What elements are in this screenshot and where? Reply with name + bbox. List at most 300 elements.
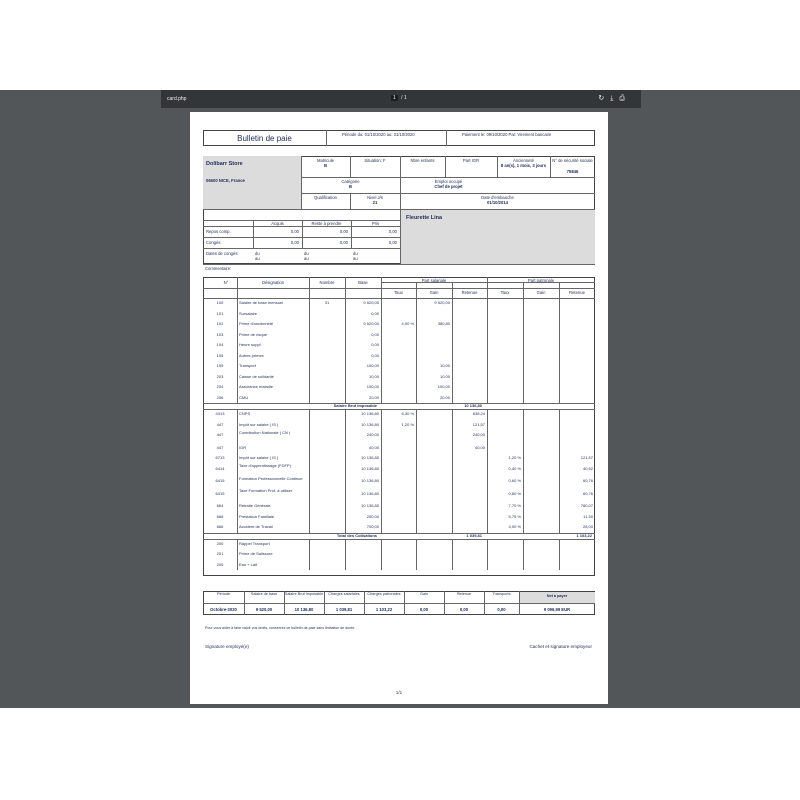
row-value [311, 330, 343, 341]
col-num: N° [223, 280, 229, 285]
row-designation: Autres primes [239, 352, 264, 358]
row-value: 10,00 [439, 363, 450, 368]
page-number: 1/1 [395, 690, 403, 695]
secu-value: 75846 [566, 169, 579, 174]
row-value [525, 512, 557, 523]
row-designation: Prime de risque [239, 331, 268, 337]
row-value [561, 372, 593, 383]
row-value: 20,00 [439, 394, 450, 400]
row-value: 0,00 [371, 342, 379, 347]
dates-au-1: au [255, 256, 260, 261]
row-value [418, 464, 450, 477]
row-value [347, 539, 379, 550]
row-number: 447 [216, 432, 224, 437]
row-value: 200,00 [366, 513, 379, 519]
row-value [311, 512, 343, 523]
repos-reste: 0,00 [339, 229, 348, 234]
row-value [454, 330, 485, 341]
row-value [525, 340, 557, 351]
row-value [561, 361, 593, 372]
row-value [561, 319, 593, 330]
situation-label: Situation: F [364, 158, 386, 163]
row-value [561, 560, 593, 571]
row-value: 60,76 [582, 490, 593, 496]
row-value [561, 382, 593, 393]
brut-salariale: 10 136,80 [464, 403, 482, 408]
row-value: 9 520,00 [363, 300, 379, 305]
row-value [525, 351, 557, 362]
row-designation: Impôt sur salaire ( IS ) [239, 455, 279, 460]
row-value [454, 539, 485, 550]
summary-header: Gain [419, 592, 429, 596]
row-value [489, 319, 521, 330]
row-value [418, 330, 450, 341]
row-value [311, 372, 343, 383]
row-value: 0,00 [371, 331, 379, 337]
row-value: 700,00 [366, 524, 379, 529]
row-value [454, 464, 485, 477]
row-value [525, 560, 557, 571]
summary-value: 1 103,22 [375, 606, 393, 612]
row-designation: Prime d'ancienneté [239, 321, 274, 326]
row-value [311, 539, 343, 550]
row-number: 206 [216, 394, 224, 400]
row-value [489, 393, 521, 404]
row-value [383, 489, 414, 502]
page-number-input[interactable]: 1 [393, 95, 396, 101]
row-value [383, 501, 414, 512]
row-value [454, 393, 485, 404]
row-value: 0,60 % [508, 490, 521, 496]
row-value [489, 382, 521, 393]
row-value: 10,00 [368, 373, 379, 379]
dates-du-2: du [304, 251, 309, 256]
row-value [418, 453, 450, 464]
row-value: 4,00 % [401, 321, 414, 326]
signature-employee: Signature employé(e) [205, 644, 249, 649]
row-value [454, 522, 485, 533]
row-value [418, 539, 450, 550]
row-value [383, 549, 414, 560]
row-value [311, 549, 343, 560]
row-value [311, 420, 343, 431]
row-value [454, 298, 485, 309]
company-address: 06600 NICE, France [206, 178, 245, 183]
col-nombre: Nombre [319, 280, 335, 285]
row-value [383, 539, 414, 550]
conges-acquis: 0,00 [290, 240, 299, 245]
row-value [561, 549, 593, 560]
row-number: 666 [216, 524, 224, 529]
row-value: 10 136,80 [361, 503, 379, 508]
summary-value: 0,00 [459, 606, 469, 612]
row-number: 6415 [215, 478, 225, 483]
row-value [561, 393, 593, 404]
row-value [525, 420, 557, 431]
row-value [311, 560, 343, 571]
row-value [454, 501, 485, 512]
row-value [418, 420, 450, 431]
row-value [383, 298, 414, 309]
row-number: 203 [216, 373, 224, 379]
row-value [525, 453, 557, 464]
summary-header: Salaire de base [250, 592, 278, 596]
col-gain-sal: Gain [429, 290, 439, 295]
row-value [311, 409, 343, 420]
summary-header: Retenue [456, 592, 472, 596]
row-value [489, 351, 521, 362]
row-value [418, 560, 450, 571]
row-value [561, 539, 593, 550]
row-value [383, 340, 414, 351]
row-value [383, 453, 414, 464]
repos-acquis: 0,00 [290, 229, 299, 234]
row-designation: Prestation Familiale [239, 513, 275, 519]
row-value [489, 539, 521, 550]
row-value: 100,00 [366, 384, 379, 389]
row-value [489, 443, 521, 454]
row-value [454, 361, 485, 372]
niveau-label: Nivel J/s [367, 195, 383, 200]
print-icon[interactable]: ⎙ [619, 95, 631, 102]
row-number: 102 [216, 321, 224, 326]
download-icon[interactable]: ⤓ [610, 95, 620, 102]
dates-du-1: du [255, 251, 260, 256]
row-value [418, 549, 450, 560]
payment-info: Paiement le: 09/10/2020 Par: Virement bancaire [462, 132, 552, 137]
row-value [311, 382, 343, 393]
row-number: 104 [216, 342, 224, 347]
summary-value: 9 520,00 [255, 606, 273, 612]
row-value [311, 309, 343, 320]
row-value [347, 549, 379, 560]
summary-header: Transports [492, 592, 511, 596]
summary-value: 9 096,99 EUR [543, 606, 571, 612]
col-designation: Désignation [261, 280, 285, 285]
row-value [489, 298, 521, 309]
row-value [561, 351, 593, 362]
row-designation: Sursalaire [239, 310, 258, 316]
row-value [525, 549, 557, 560]
anciennete-value: 8 an(s), 1 mois, 3 jours [500, 163, 547, 168]
qualif-label: Qualification [313, 195, 338, 200]
footer-note: Pour vous aider à faire valoir vos droits, conservez ce bulletin de paie sans limitation de durée. [205, 626, 356, 630]
row-value [525, 382, 557, 393]
row-value [525, 443, 557, 454]
row-value: 100,00 [437, 384, 450, 389]
row-value [561, 443, 593, 454]
row-number: 6713 [215, 455, 225, 460]
row-value [383, 443, 414, 454]
row-value [561, 430, 593, 443]
row-value: 40,52 [582, 465, 593, 471]
col-gain-pat: Gain [536, 290, 546, 295]
page-title: Bulletin de paie [237, 134, 292, 143]
row-designation: Eau + Lait [239, 561, 258, 567]
pdf-toolbar [161, 90, 641, 108]
row-value [418, 309, 450, 320]
enfants-label: Nbre enfants [410, 158, 435, 163]
row-designation: Taxe d'apprentissage (FDFP) [239, 463, 291, 469]
dates-au-2: au [304, 256, 309, 261]
matricule-label: Matricule [317, 158, 334, 163]
row-value: 121,57 [580, 455, 593, 460]
summary-value: 10 136,80 [294, 606, 314, 612]
row-number: 205 [216, 561, 224, 567]
row-designation: Retraite Générale [239, 503, 271, 508]
total-salariale: 1 039,81 [466, 532, 482, 538]
row-value [418, 476, 450, 489]
row-value: 240,00 [366, 432, 379, 437]
row-designation: Impôt sur salaire ( IS ) [239, 421, 279, 427]
row-value [383, 476, 414, 489]
row-number: 101 [216, 310, 224, 316]
signature-employer: Cachet et signature employeur [529, 644, 592, 649]
row-value [311, 522, 343, 533]
row-value [383, 393, 414, 404]
row-value [418, 501, 450, 512]
row-value [311, 464, 343, 477]
row-number: 664 [216, 503, 224, 508]
conges-col-reste: Reste à prendre [311, 221, 342, 226]
payslip-page [190, 112, 608, 704]
summary-value: 0,00 [419, 606, 429, 612]
conges-reste: 0,00 [339, 240, 348, 245]
row-value: 638,24 [472, 411, 485, 416]
row-value: 31 [324, 300, 330, 305]
row-value [418, 489, 450, 502]
page-total: / 1 [401, 95, 407, 101]
col-base: Base [358, 280, 368, 285]
col-part-patronale: Part patronale [527, 278, 555, 283]
date-value: 01/10/2014 [487, 200, 508, 205]
row-value: 780,07 [580, 503, 593, 508]
row-value: 10 136,80 [361, 478, 379, 483]
row-value [311, 501, 343, 512]
summary-header: Charges salariales [328, 592, 360, 596]
row-value: 10 136,80 [361, 411, 379, 416]
row-value [418, 522, 450, 533]
matricule-value: B [323, 163, 328, 168]
row-value [383, 309, 414, 320]
row-value: 240,00 [472, 432, 485, 437]
repos-label: Repos comp. [206, 229, 231, 234]
rotate-icon[interactable]: ↻ [598, 95, 611, 102]
row-number: 199 [216, 363, 224, 368]
row-designation: Formation Professionnelle Continue [239, 476, 303, 481]
row-designation: Accident de Travail [239, 524, 273, 529]
anciennete-label: Ancienneté [513, 158, 534, 163]
row-value [489, 330, 521, 341]
row-number: 105 [216, 352, 224, 358]
row-value [311, 489, 343, 502]
row-value [525, 501, 557, 512]
row-value [383, 330, 414, 341]
row-designation: Transport [239, 363, 256, 368]
emploi-value: Chef de projet [434, 184, 463, 189]
categorie-label: Catégorie [341, 179, 360, 184]
row-value: 40,00 [368, 444, 379, 450]
row-number: 6415 [215, 490, 225, 496]
row-value: 1,20 % [508, 455, 521, 460]
row-value [489, 361, 521, 372]
row-value [418, 409, 450, 420]
row-value: 0,40 % [508, 465, 521, 471]
row-value: 10 136,80 [361, 455, 379, 460]
row-value [383, 382, 414, 393]
row-value [525, 409, 557, 420]
row-value [383, 464, 414, 477]
row-value [561, 409, 593, 420]
row-value [311, 443, 343, 454]
row-designation: Heure suppl. [239, 342, 262, 347]
emploi-label: Emploi occupé [434, 179, 463, 184]
row-value: 7,70 % [508, 503, 521, 508]
row-value [525, 430, 557, 443]
row-value [383, 560, 414, 571]
row-value [383, 430, 414, 443]
row-value: 0,00 [371, 310, 379, 316]
row-value [454, 476, 485, 489]
categorie-value: B [348, 184, 353, 189]
row-value [489, 560, 521, 571]
repos-pris: 0,00 [388, 229, 397, 234]
conges-label: Congés [206, 240, 221, 245]
row-value [489, 420, 521, 431]
summary-header: Période [216, 592, 231, 596]
brut-label: Salaire Brut Imposable [333, 403, 377, 408]
row-value [311, 340, 343, 351]
row-number: 103 [216, 331, 224, 337]
conges-col-acquis: Acquis [271, 221, 284, 226]
row-value [525, 393, 557, 404]
row-value [418, 512, 450, 523]
row-value [418, 430, 450, 443]
conges-pris: 0,00 [388, 240, 397, 245]
row-value: 6,30 % [401, 411, 414, 416]
row-value: 5,75 % [508, 513, 521, 519]
row-value [525, 361, 557, 372]
conges-col-pris: Pris [371, 221, 380, 226]
row-value: 380,80 [437, 321, 450, 326]
row-value [561, 330, 593, 341]
dates-au-3: au [353, 256, 358, 261]
row-value: 0,00 [371, 352, 379, 358]
row-value [418, 340, 450, 351]
row-value [311, 476, 343, 489]
row-designation: CNPS [239, 411, 251, 416]
row-value [525, 464, 557, 477]
row-value [489, 309, 521, 320]
row-value [311, 430, 343, 443]
row-value [454, 382, 485, 393]
row-value: 10 136,80 [361, 465, 379, 471]
row-value [454, 549, 485, 560]
row-number: 204 [216, 384, 224, 389]
row-value [454, 372, 485, 383]
row-value [383, 361, 414, 372]
row-value [454, 560, 485, 571]
row-value [525, 539, 557, 550]
row-value: 9 520,00 [363, 321, 379, 326]
row-value [561, 420, 593, 431]
row-designation: Assurance maladie [239, 384, 274, 389]
igr-label: Part IGR [462, 158, 480, 163]
row-designation: Prime de Salissure [239, 551, 273, 556]
row-value [418, 443, 450, 454]
row-value: 1,20 % [401, 421, 414, 427]
row-value [454, 309, 485, 320]
row-value: 9 520,00 [434, 300, 450, 305]
row-value: 60,76 [582, 478, 593, 483]
date-label: Date d'embauche [481, 195, 514, 200]
row-designation: Rappel Transport [239, 540, 270, 546]
summary-value: 1 039,81 [335, 606, 353, 612]
row-number: 447 [216, 421, 224, 427]
row-value: 100,00 [366, 363, 379, 368]
row-number: 200 [216, 540, 224, 546]
page-indicator [391, 95, 407, 101]
row-value: 28,00 [582, 524, 593, 529]
file-name: card.php [167, 96, 187, 102]
row-value [383, 351, 414, 362]
row-designation: IGR [239, 444, 247, 450]
commentaire-label: Commentaire: [205, 266, 232, 271]
summary-header: Salaire Brut Imposable [284, 592, 324, 596]
row-value [561, 298, 593, 309]
row-value [525, 372, 557, 383]
summary-value: 0,00 [497, 606, 506, 612]
row-number: 100 [216, 300, 224, 305]
row-value: 10,00 [439, 373, 450, 379]
row-number: 447 [216, 444, 224, 450]
row-value: 20,00 [368, 394, 379, 400]
row-number: 201 [216, 551, 224, 556]
total-patronale: 1 103,22 [576, 532, 592, 538]
row-value [454, 319, 485, 330]
summary-header: Net à payer [546, 594, 568, 598]
row-value: 10 136,80 [361, 421, 379, 427]
row-designation: Taxe Formation Prof. à utiliser [239, 488, 293, 494]
total-label: Total des Cotisations [336, 532, 377, 538]
row-value [454, 512, 485, 523]
row-value [383, 372, 414, 383]
employee-name: Fleurette Lina [406, 215, 443, 221]
col-taux-pat: Taux [500, 290, 510, 295]
row-number: 668 [216, 513, 224, 519]
niveau-value: 21 [372, 200, 378, 205]
row-value [454, 340, 485, 351]
row-value [311, 361, 343, 372]
row-value [561, 340, 593, 351]
row-value: 4,00 % [508, 524, 521, 529]
row-value [383, 512, 414, 523]
row-number: 4313 [215, 411, 225, 416]
row-value [489, 340, 521, 351]
col-retenue-sal: Retenue [461, 290, 478, 295]
row-value [454, 453, 485, 464]
row-designation: CMU [239, 394, 249, 400]
row-designation: Caisse de solidarité [239, 373, 274, 379]
row-value [311, 453, 343, 464]
header-row-divider [203, 288, 595, 289]
row-value [525, 489, 557, 502]
period: Période du: 01/10/2020 au: 31/10/2020 [342, 132, 415, 137]
row-value [489, 372, 521, 383]
col-part-salariale: Part salariale [421, 278, 447, 283]
row-value [525, 522, 557, 533]
row-value [347, 560, 379, 571]
